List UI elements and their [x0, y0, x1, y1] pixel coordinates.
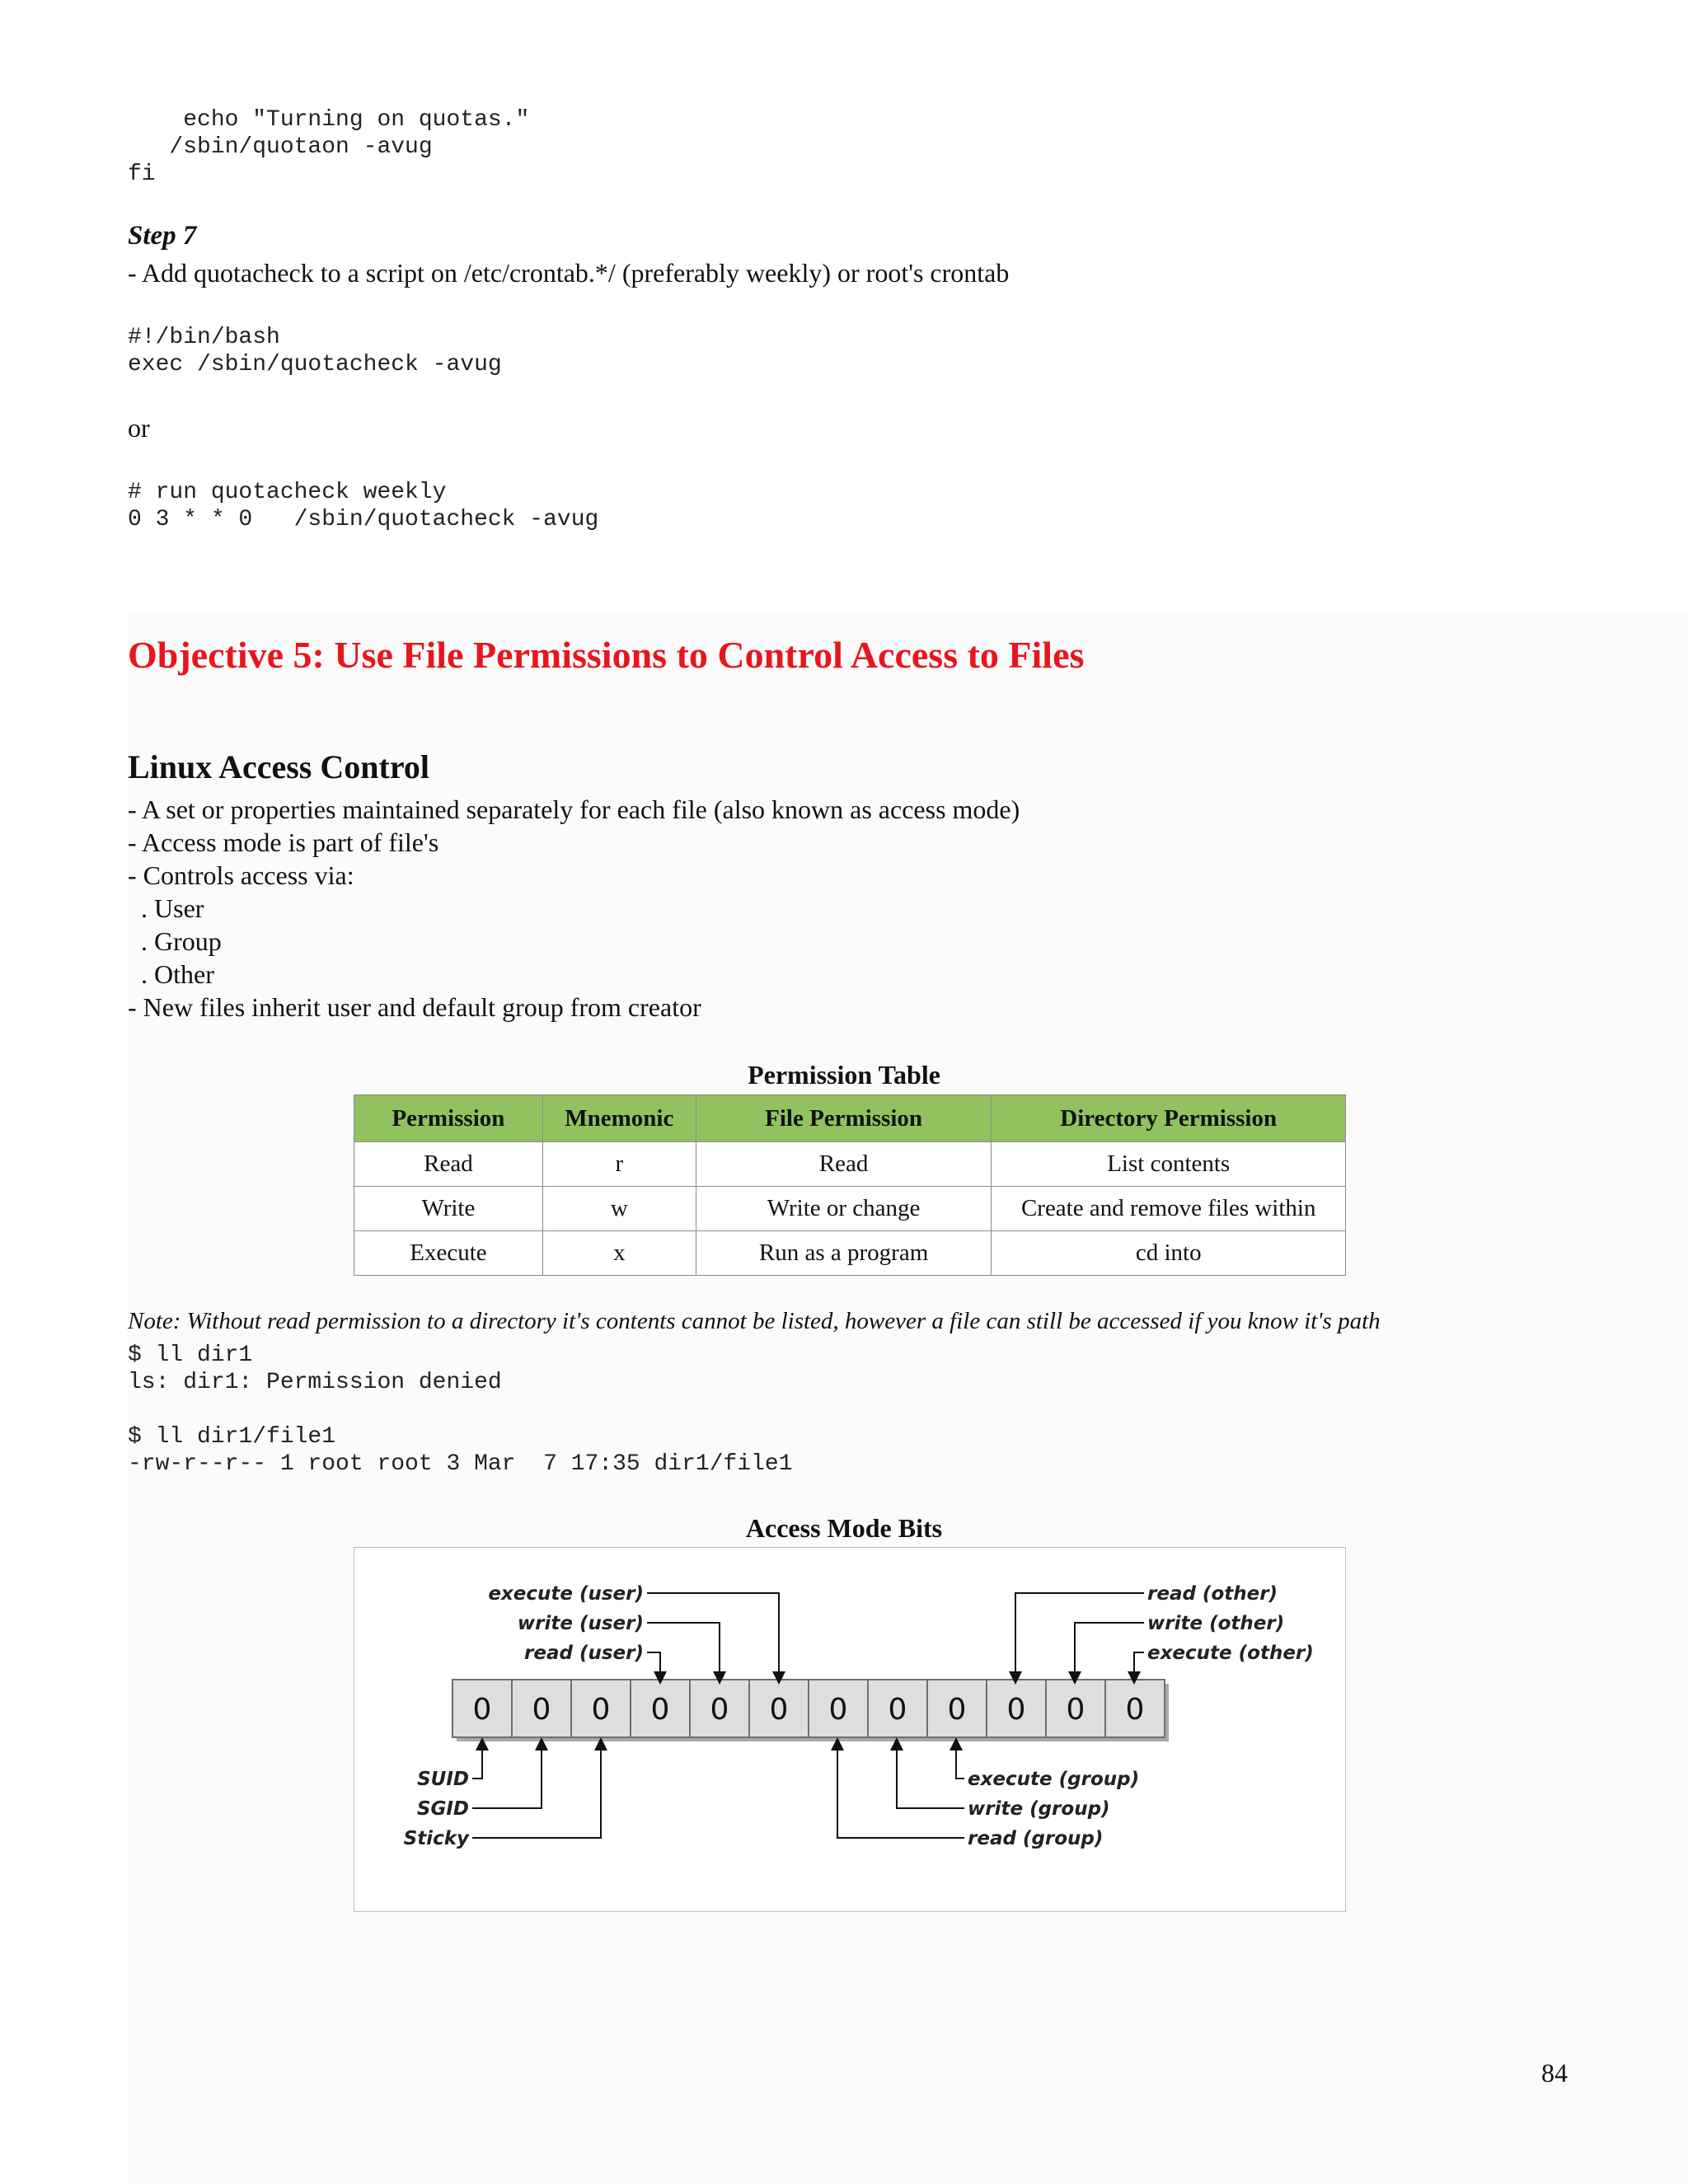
read-group-label: read (group)	[968, 1828, 1104, 1849]
read-user-label: read (user)	[524, 1643, 644, 1664]
execute-group-label: execute (group)	[968, 1769, 1140, 1790]
bit-value: 0	[769, 1693, 789, 1727]
objective-heading: Objective 5: Use File Permissions to Control Access to Files	[128, 634, 1085, 676]
execute-group-leader	[956, 1744, 964, 1779]
table-cell: Execute	[354, 1231, 543, 1276]
bullet-line: . Other	[128, 959, 214, 989]
step-7-heading: Step 7	[128, 221, 197, 251]
table-row	[354, 1187, 1346, 1231]
read-group-leader	[837, 1744, 964, 1838]
or-text: or	[128, 413, 150, 443]
write-group-leader	[897, 1744, 964, 1808]
bit-value: 0	[1006, 1693, 1026, 1727]
execute-other-leader	[1134, 1652, 1144, 1678]
sticky-leader	[472, 1744, 601, 1838]
write-other-label: write (other)	[1147, 1613, 1285, 1634]
table-cell: Run as a program	[696, 1231, 992, 1276]
bit-value: 0	[947, 1693, 967, 1727]
read-user-leader	[647, 1652, 660, 1678]
table-cell: List contents	[992, 1142, 1346, 1187]
bit-cells	[452, 1680, 1169, 1741]
read-other-label: read (other)	[1147, 1583, 1278, 1605]
note-text: Note: Without read permission to a directory it's contents cannot be listed, however a file can still be accessed if you know it's path	[128, 1308, 1381, 1334]
write-group-label: write (group)	[968, 1798, 1110, 1820]
bit-value: 0	[710, 1693, 729, 1727]
sgid-label: SGID	[416, 1798, 469, 1820]
code-block-listing: $ ll dir1 ls: dir1: Permission denied $ ll dir1/file1 -rw-r--r-- 1 root root 3 Mar 7 17:35 dir1/file1	[128, 1343, 793, 1477]
bullet-line: . User	[128, 893, 204, 923]
page-number: 84	[1541, 2058, 1568, 2088]
bullet-line: - A set or properties maintained separately for each file (also known as access mode)	[128, 794, 1020, 824]
permission-table	[354, 1094, 1346, 1276]
write-user-leader	[647, 1623, 720, 1678]
bit-value: 0	[828, 1693, 848, 1727]
column-header: Permission	[354, 1095, 543, 1142]
read-other-leader	[1015, 1593, 1144, 1678]
step-7-text: - Add quotacheck to a script on /etc/crontab.*/ (preferably weekly) or root's crontab	[128, 258, 1010, 288]
bullet-line: - Controls access via:	[128, 860, 354, 890]
column-header: File Permission	[696, 1095, 992, 1142]
code-block-crontab: # run quotacheck weekly 0 3 * * 0 /sbin/quotacheck -avug	[128, 480, 599, 532]
table-cell: w	[542, 1187, 696, 1231]
execute-other-label: execute (other)	[1147, 1643, 1314, 1664]
column-header: Directory Permission	[992, 1095, 1346, 1142]
code-block-quotaon: echo "Turning on quotas." /sbin/quotaon -avug fi	[128, 107, 530, 187]
table-row	[354, 1142, 1346, 1187]
table-cell: x	[542, 1231, 696, 1276]
table-cell: Write or change	[696, 1187, 992, 1231]
bit-value: 0	[472, 1693, 492, 1727]
bullet-line: . Group	[128, 926, 222, 956]
bit-value: 0	[888, 1693, 907, 1727]
execute-user-label: execute (user)	[488, 1583, 644, 1605]
table-cell: Read	[696, 1142, 992, 1187]
table-cell: cd into	[992, 1231, 1346, 1276]
column-header: Mnemonic	[542, 1095, 696, 1142]
bit-value: 0	[532, 1693, 551, 1727]
bullet-line: - Access mode is part of file's	[128, 827, 439, 857]
table-cell: Read	[354, 1142, 543, 1187]
table-header-row	[354, 1095, 1346, 1142]
bit-value: 0	[1066, 1693, 1085, 1727]
sticky-label: Sticky	[403, 1828, 469, 1849]
execute-user-leader	[647, 1593, 779, 1678]
access-mode-diagram	[354, 1547, 1346, 1912]
access-mode-bits-svg	[354, 1548, 1345, 1911]
table-cell: Write	[354, 1187, 543, 1231]
bullet-list	[128, 793, 1020, 1024]
suid-label: SUID	[417, 1769, 469, 1790]
suid-leader	[472, 1744, 482, 1779]
table-cell: r	[542, 1142, 696, 1187]
bit-value: 0	[591, 1693, 611, 1727]
bit-value: 0	[1125, 1693, 1145, 1727]
section-title: Linux Access Control	[128, 748, 429, 785]
bit-value: 0	[650, 1693, 670, 1727]
permission-table-caption: Permission Table	[748, 1060, 940, 1090]
access-mode-caption: Access Mode Bits	[745, 1513, 943, 1543]
bullet-line: - New files inherit user and default group from creator	[128, 992, 701, 1022]
table-row	[354, 1231, 1346, 1276]
write-user-label: write (user)	[517, 1613, 644, 1634]
table-cell: Create and remove files within	[992, 1187, 1346, 1231]
code-block-script: #!/bin/bash exec /sbin/quotacheck -avug	[128, 325, 502, 377]
